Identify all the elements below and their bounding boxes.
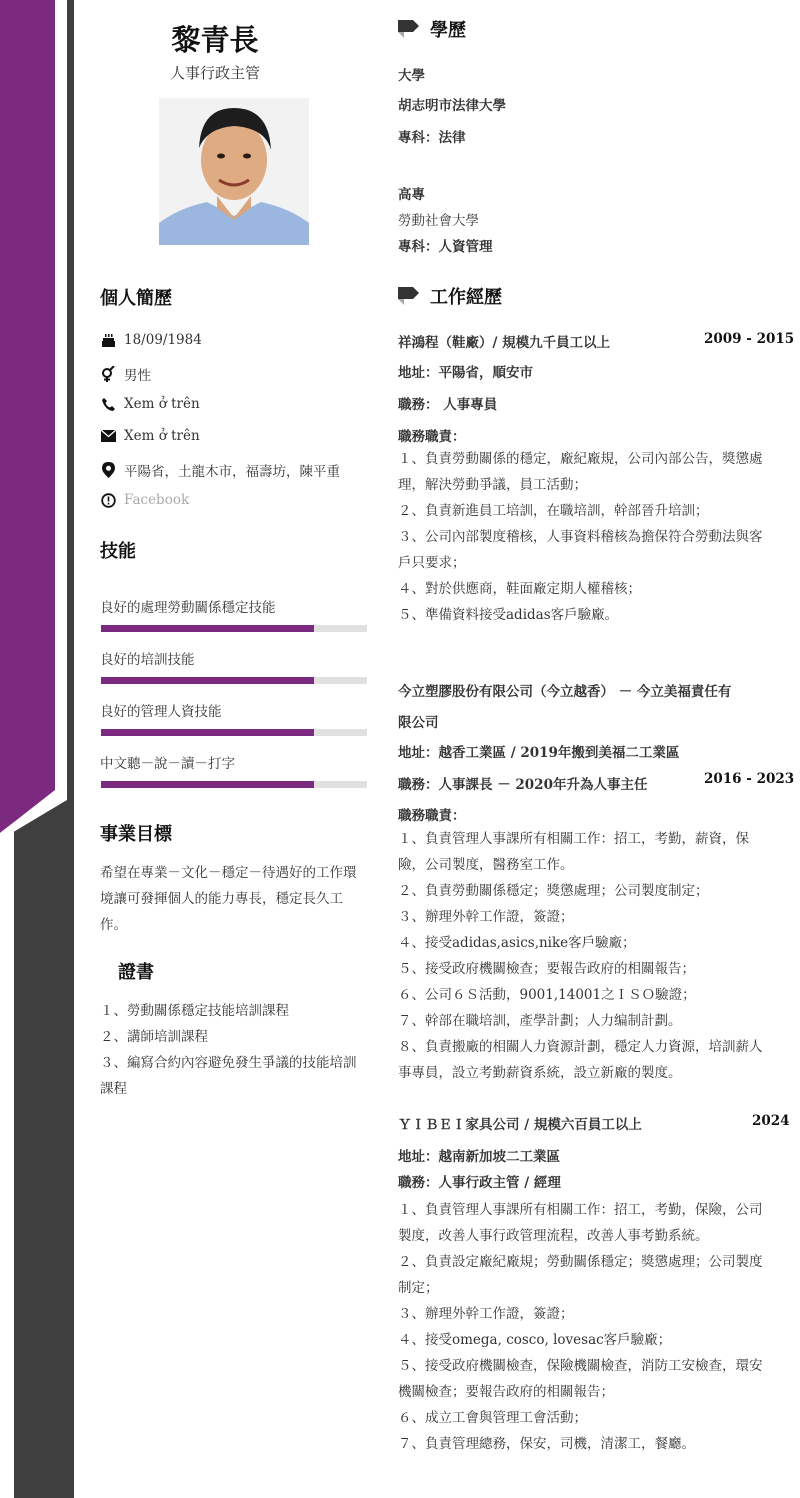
duty-line: 戶只要求； <box>398 555 466 571</box>
skill-bar <box>101 677 367 684</box>
job-company: 祥鴻程（鞋廠）/ 規模九千員工以上 <box>398 335 611 351</box>
edu-school: 勞動社會大學 <box>398 213 479 229</box>
duty-line: 險，公司製度，醫務室工作。 <box>398 857 574 873</box>
duty-line: 事專員，設立考勤薪資系統，設立新廠的製度。 <box>398 1065 682 1081</box>
edu-school: 胡志明市法律大學 <box>398 98 506 114</box>
flag-icon <box>398 285 420 307</box>
address-value: 平陽省，土龍木市，福壽坊，陳平重 <box>124 464 340 480</box>
job-role: 職務： 人事專員 <box>398 397 498 413</box>
candidate-name: 黎青長 <box>171 23 259 57</box>
job-role: 職務：人事課長 － 2020年升為人事主任 <box>398 777 648 793</box>
cert-line: ２、講師培訓課程 <box>100 1029 208 1045</box>
job-duties-label: 職務職責： <box>398 808 466 824</box>
job-duties-label: 職務職責： <box>398 429 466 445</box>
phone-value: Xem ở trên <box>124 396 200 412</box>
goal-line: 作。 <box>100 917 127 933</box>
job-company: ＹＩＢＥＩ家具公司 / 規模六百員工以上 <box>398 1117 642 1133</box>
job-role: 職務：人事行政主管 / 經理 <box>398 1175 561 1191</box>
skill-bar-fill <box>101 781 314 788</box>
duty-line: ２、負責設定廠紀廠規；勞動關係穩定；獎懲處理；公司製度 <box>398 1254 763 1270</box>
email-row <box>100 428 200 444</box>
gender-row <box>100 364 151 384</box>
address-row <box>100 460 340 480</box>
birthday-value: 18/09/1984 <box>124 332 202 348</box>
duty-line: ４、接受adidas,asics,nike客戶驗廠； <box>398 935 636 951</box>
candidate-title: 人事行政主管 <box>169 64 260 82</box>
birthday-row <box>100 332 202 348</box>
skill-bar-fill <box>101 729 314 736</box>
goal-line: 境讓可發揮個人的能力專長，穩定長久工 <box>100 891 343 907</box>
duty-line: ３、公司內部製度稽核，人事資料稽核為擔保符合勞動法與客 <box>398 529 763 545</box>
duty-line: ５、接受政府機關檢查；要報告政府的相關報告； <box>398 961 695 977</box>
cake-icon <box>100 332 116 348</box>
job-duties <box>398 1197 790 1457</box>
duty-line: ８、負責搬廠的相關人力資源計劃，穩定人力資源，培訓薪人 <box>398 1039 763 1055</box>
skill-bar-fill <box>101 677 314 684</box>
job-company: 今立塑膠股份有限公司（今立越香） － 今立美福責任有 <box>398 684 732 700</box>
duty-line: ２、負責新進員工培訓，在職培訓，幹部晉升培訓； <box>398 503 709 519</box>
certs-heading: 證書 <box>118 962 154 983</box>
edu-level: 大學 <box>398 68 425 84</box>
side-decoration <box>0 0 80 1498</box>
skill-bar-fill <box>101 625 314 632</box>
goal-line: 希望在專業－文化－穩定－待遇好的工作環 <box>100 865 357 881</box>
skill-label: 良好的培訓技能 <box>100 652 195 668</box>
duty-line: １、負責管理人事課所有相關工作：招工，考勤，薪資，保 <box>398 831 749 847</box>
duty-line: ７、幹部在職培訓，產學計劃；人力编制計劃。 <box>398 1013 682 1029</box>
edu-major: 專科：法律 <box>398 130 466 146</box>
edu-major: 專科：人資管理 <box>398 239 493 255</box>
profile-heading: 個人簡歷 <box>100 288 172 309</box>
phone-row <box>100 396 200 412</box>
facebook-row[interactable] <box>100 492 189 508</box>
profile-photo <box>159 98 309 245</box>
duty-line: ４、接受omega, cosco, lovesac客戶驗廠； <box>398 1332 672 1348</box>
work-heading: 工作經歷 <box>430 287 502 308</box>
job-address: 地址：越南新加坡二工業區 <box>398 1149 560 1165</box>
map-pin-icon <box>100 462 116 478</box>
duty-line: ５、準備資料接受adidas客戶驗廠。 <box>398 607 619 623</box>
gender-value: 男性 <box>124 368 151 384</box>
duty-line: ３、辦理外幹工作證，簽證； <box>398 909 574 925</box>
flag-icon <box>398 18 420 40</box>
duty-line: ２、負責勞動關係穩定；獎懲處理；公司製度制定； <box>398 883 709 899</box>
goal-heading: 事業目標 <box>100 824 172 845</box>
cert-line: １、勞動關係穩定技能培訓課程 <box>100 1003 289 1019</box>
certs-list <box>100 998 375 1102</box>
duty-line: １、負責管理人事課所有相關工作：招工，考勤，保險，公司 <box>398 1202 763 1218</box>
skill-label: 良好的管理人資技能 <box>100 704 222 720</box>
duty-line: 理，解決勞動爭議，員工活動； <box>398 477 587 493</box>
skills-heading: 技能 <box>100 541 136 562</box>
job-period: 2009 - 2015 <box>704 331 795 347</box>
cert-line: 課程 <box>100 1081 127 1097</box>
job-duties <box>398 826 790 1086</box>
job-address: 地址：平陽省，順安市 <box>398 365 533 381</box>
envelope-icon <box>100 428 116 444</box>
info-icon <box>100 492 116 508</box>
goal-text <box>100 860 375 938</box>
job-period: 2016 - 2023 <box>704 771 795 787</box>
education-heading: 學歷 <box>430 20 466 41</box>
skill-bar <box>101 729 367 736</box>
duty-line: 製度，改善人事行政管理流程，改善人事考勤系統。 <box>398 1228 709 1244</box>
phone-icon <box>100 396 116 412</box>
skill-label: 中文聽－說－讀－打字 <box>100 756 235 772</box>
job-duties <box>398 446 790 628</box>
duty-line: ３、辦理外幹工作證，簽證； <box>398 1306 574 1322</box>
cert-line: ３、編寫合約內容避免發生爭議的技能培訓 <box>100 1055 357 1071</box>
duty-line: １、負責勞動關係的穩定，廠紀廠規，公司內部公告，獎懲處 <box>398 451 763 467</box>
job-period: 2024 <box>752 1113 790 1129</box>
duty-line: 機關檢查；要報告政府的相關報告； <box>398 1384 614 1400</box>
skill-bar <box>101 625 367 632</box>
duty-line: 制定； <box>398 1280 439 1296</box>
skill-label: 良好的處理勞動關係穩定技能 <box>100 600 276 616</box>
skill-bar <box>101 781 367 788</box>
job-address: 地址：越香工業區 / 2019年搬到美福二工業區 <box>398 745 680 761</box>
job-company: 限公司 <box>398 715 439 731</box>
edu-level: 高專 <box>398 187 425 203</box>
duty-line: ７、負責管理總務，保安，司機，清潔工，餐廳。 <box>398 1436 695 1452</box>
duty-line: ４、對於供應商，鞋面廠定期人權稽核； <box>398 581 641 597</box>
duty-line: ６、成立工會與管理工會活動； <box>398 1410 587 1426</box>
duty-line: ５、接受政府機關檢查，保險機關檢查，消防工安檢查，環安 <box>398 1358 763 1374</box>
gender-icon <box>100 366 116 382</box>
work-header <box>398 283 502 309</box>
email-value: Xem ở trên <box>124 428 200 444</box>
facebook-link[interactable]: Facebook <box>124 492 190 508</box>
education-header <box>398 16 466 42</box>
duty-line: ６、公司６Ｓ活動，9001,14001之ＩＳＯ驗證； <box>398 987 696 1003</box>
